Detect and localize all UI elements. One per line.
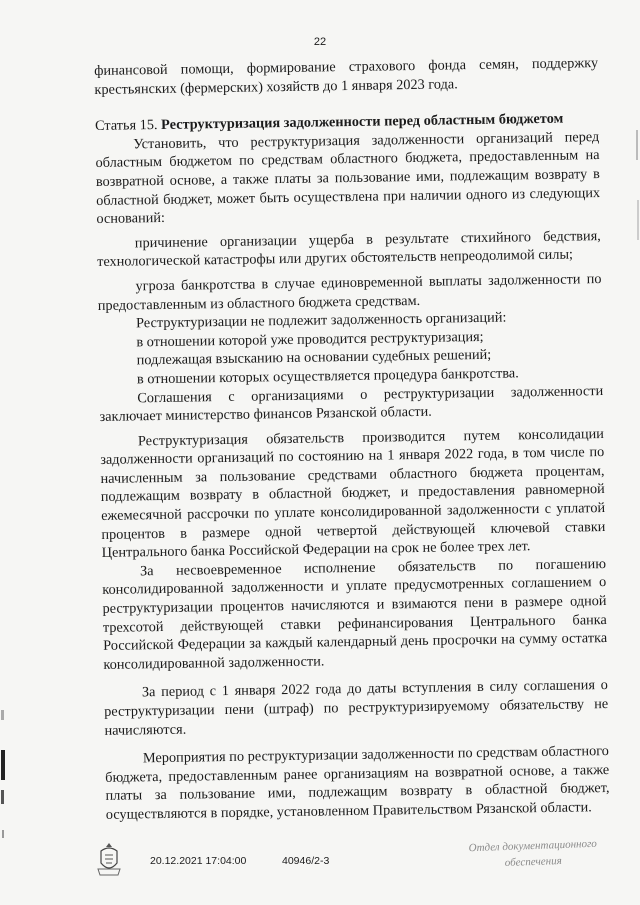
paragraph-ground-2: угроза банкротства в случае единовременной выплаты задолженности по предоставленным из областного бюджета средствам. <box>97 270 602 314</box>
paragraph-penalties: За несвоевременное исполнение обязательств по погашению консолидированной задолженности и уплате предусмотренных соглашением о реструктуризации процентов начисляются и взимаются пени в размере одной трехсотой действующей ставки рефинансирования Центрального банка Российской Федерации за каждый календарный день просрочки на сумму остатка консолидированной задолженности. <box>102 555 608 673</box>
article-title: Реструктуризация задолженности перед областным бюджетом <box>160 110 564 134</box>
scan-edge-marks-left <box>0 690 6 880</box>
paragraph-measures: Мероприятия по реструктуризации задолженности по средствам областного бюджета, предоставленным ранее организациям на возвратной основе, а также платы за пользование ими, подлежащим возврату в областной бюджет, осуществляются в порядке, установленном Правительством Рязанской области. <box>105 743 610 823</box>
body-text <box>94 54 610 824</box>
stamp-line-1: Отдел документационного <box>468 837 597 855</box>
stamp-line-2: обеспечения <box>504 855 562 869</box>
paragraph-exclusion-2: подлежащая взысканию на основании судебных решений; <box>136 347 492 369</box>
article-prefix: Статья 15. <box>94 117 158 135</box>
coat-of-arms-icon <box>94 839 124 879</box>
footer-timestamp: 20.12.2021 17:04:00 <box>150 855 247 867</box>
paragraph-exclusion-3: в отношении которых осуществляется процедура банкротства. <box>136 365 519 388</box>
footer-doc-number: 40946/2-3 <box>282 855 330 867</box>
paragraph-continued: финансовой помощи, формирование страхового фонда семян, поддержку крестьянских (фермерских) хозяйств до 1 января 2023 года. <box>94 55 599 98</box>
paragraph-intro: Установить, что реструктуризация задолженности организаций перед областным бюджетом по средствам областного бюджета, предоставленным на возвратной основе, а также платы за пользование ими, подлежащим возврату в областной бюджет, может быть осуществлена при наличии одного из следующих оснований: <box>95 128 601 228</box>
department-stamp <box>457 835 608 872</box>
paragraph-ground-1: причинение организации ущерба в результате стихийного бедствия, технологической катастрофы или других обстоятельств непреодолимой силы; <box>97 227 601 271</box>
paragraph-agreements: Соглашения с организациями о реструктуризации задолженности заключает министерство финансов Рязанской области. <box>99 382 604 426</box>
paragraph-consolidation: Реструктуризация обязательств производится путем консолидации задолженности организаций по состоянию на 1 января 2022 года, в том числе по начисленным за пользование средствами областного бюджета процентам, подлежащим возврату в областной бюджет, и предоставления равномерной ежемесячной рассрочки по уплате консолидированной задолженности с уплатой процентов в размере одной четвертой действующей ключевой ставки Центрального банка Российской Федерации на срок не более трех лет. <box>100 425 606 562</box>
paragraph-exclusions: Реструктуризации не подлежит задолженность организаций: <box>135 309 507 332</box>
scan-edge-marks-right <box>632 90 640 290</box>
paragraph-exclusion-1: в отношении которой уже проводится реструктуризация; <box>136 328 484 351</box>
page-number: 22 <box>313 36 327 48</box>
paragraph-no-penalty: За период с 1 января 2022 года до даты вступления в силу соглашения о реструктуризации пени (штраф) по реструктуризируемому обязательству не начисляются. <box>104 677 609 739</box>
